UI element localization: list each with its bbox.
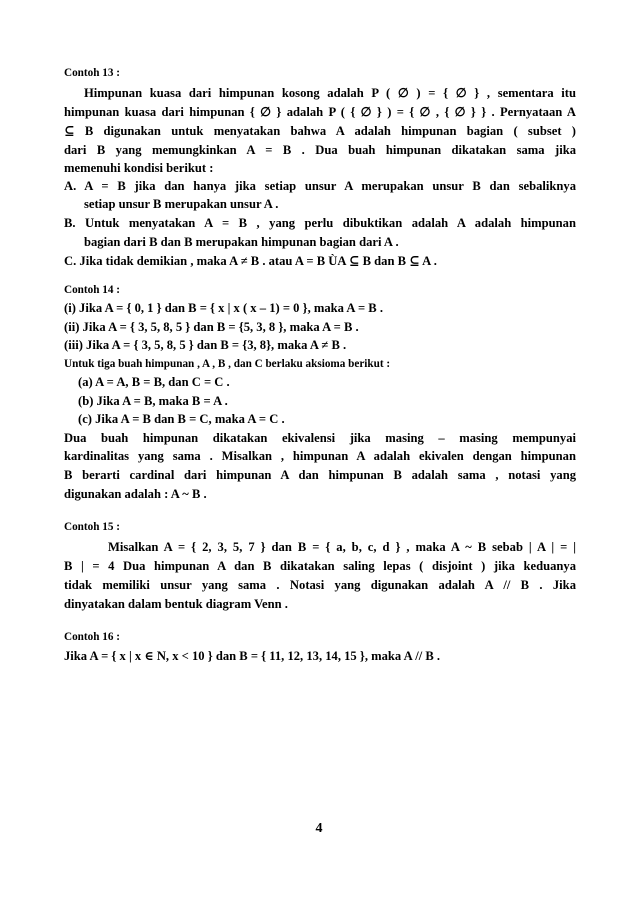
heading-contoh-13: Contoh 13 :: [64, 67, 120, 79]
list-item-b: B. Untuk menyatakan A = B , yang perlu dibuktikan adalah A adalah himpunan: [64, 216, 576, 230]
text-line: Misalkan A = { 2, 3, 5, 7 } dan B = { a, b, c, d } , maka A ~ B sebab | A | = |: [108, 540, 576, 554]
axiom-a: (a) A = A, B = B, dan C = C .: [78, 375, 230, 389]
example-line-i: (i) Jika A = { 0, 1 } dan B = { x | x ( x – 1) = 0 }, maka A = B .: [64, 301, 383, 315]
list-item-a: A. A = B jika dan hanya jika setiap unsur A merupakan unsur B dan sebaliknya: [64, 179, 576, 193]
text-line: ⊆ B digunakan untuk menyatakan bahwa A adalah himpunan bagian ( subset ): [64, 124, 576, 138]
text-line: setiap unsur B merupakan unsur A .: [84, 197, 279, 211]
text-line: B berarti cardinal dari himpunan A dan himpunan B adalah sama , notasi yang: [64, 468, 576, 482]
heading-contoh-14: Contoh 14 :: [64, 284, 120, 296]
page-number: 4: [315, 821, 323, 836]
text-line: B | = 4 Dua himpunan A dan B dikatakan saling lepas ( disjoint ) jika keduanya: [64, 559, 576, 573]
text-line: Dua buah himpunan dikatakan ekivalensi jika masing – masing mempunyai: [64, 431, 576, 445]
text-line: Jika A = { x | x ∈ N, x < 10 } dan B = { 11, 12, 13, 14, 15 }, maka A // B .: [64, 649, 441, 663]
axiom-c: (c) Jika A = B dan B = C, maka A = C .: [78, 412, 285, 426]
text-line: himpunan kuasa dari himpunan { ∅ } adalah P ( { ∅ } ) = { ∅ , { ∅ } } . Pernyataan A: [64, 105, 576, 119]
example-line-ii: (ii) Jika A = { 3, 5, 8, 5 } dan B = {5, 3, 8 }, maka A = B .: [64, 320, 359, 334]
axiom-intro: Untuk tiga buah himpunan , A , B , dan C berlaku aksioma berikut :: [64, 358, 391, 370]
text-line: digunakan adalah : A ~ B .: [64, 487, 207, 501]
axiom-b: (b) Jika A = B, maka B = A .: [78, 394, 228, 408]
text-line: tidak memiliki unsur yang sama . Notasi yang digunakan adalah A // B . Jika: [64, 578, 576, 592]
example-line-iii: (iii) Jika A = { 3, 5, 8, 5 } dan B = {3, 8}, maka A ≠ B .: [64, 338, 347, 352]
text-line: memenuhi kondisi berikut :: [64, 161, 214, 175]
heading-contoh-16: Contoh 16 :: [64, 631, 120, 643]
text-line: kardinalitas yang sama . Misalkan , himpunan A adalah ekivalen dengan himpunan: [64, 449, 576, 463]
text-line: Himpunan kuasa dari himpunan kosong adalah P ( ∅ ) = { ∅ } , sementara itu: [84, 86, 576, 100]
heading-contoh-15: Contoh 15 :: [64, 521, 120, 533]
text-line: dinyatakan dalam bentuk diagram Venn .: [64, 597, 288, 611]
list-item-c: C. Jika tidak demikian , maka A ≠ B . atau A = B ÙA ⊆ B dan B ⊆ A .: [64, 254, 437, 268]
text-line: dari B yang memungkinkan A = B . Dua buah himpunan dikatakan sama jika: [64, 143, 576, 157]
text-line: bagian dari B dan B merupakan himpunan bagian dari A .: [84, 235, 399, 249]
